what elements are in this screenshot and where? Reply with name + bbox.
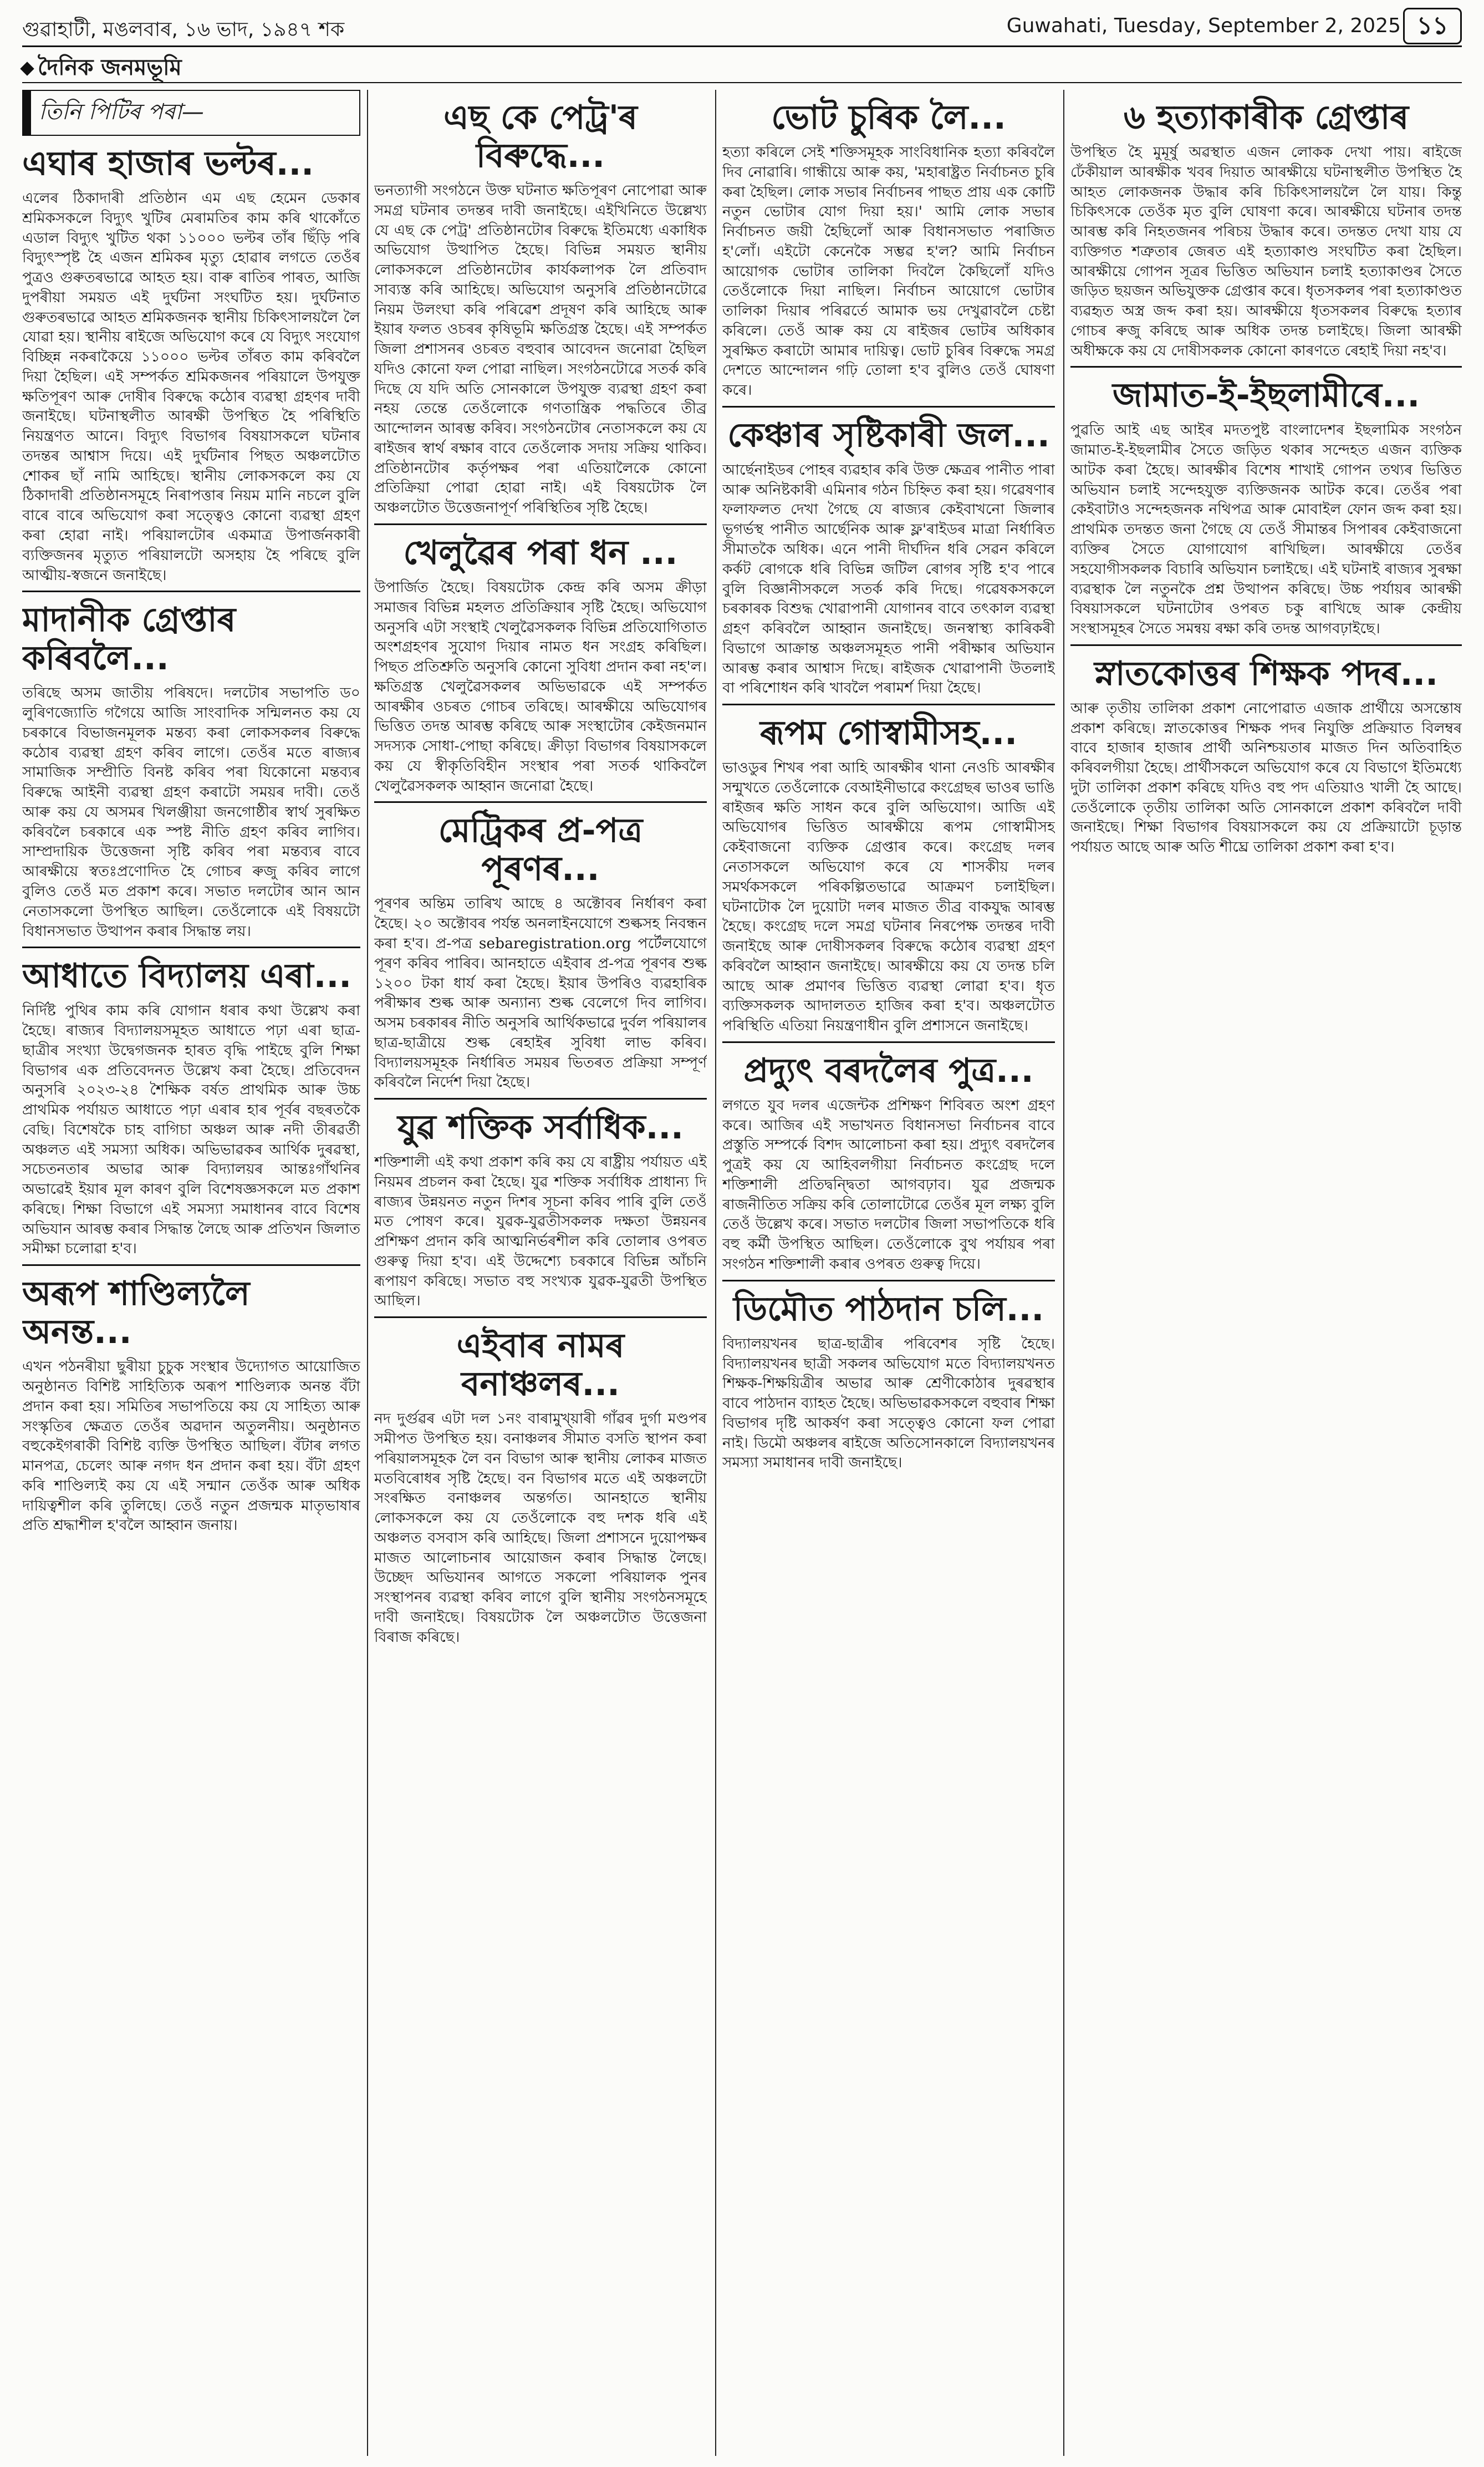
article-headline: মাদানীক গ্ৰেপ্তাৰ কৰিবলৈ... — [22, 601, 236, 678]
article — [1070, 655, 1462, 857]
page-number: ১১ — [1403, 8, 1462, 44]
column-separator — [367, 90, 368, 2456]
article-body: উপাৰ্জিত হৈছে। বিষয়টোক কেন্দ্ৰ কৰি অসম ক্ৰীড়া সমাজৰ বিভিন্ন মহলত প্ৰতিক্ৰিয়াৰ সৃষ্টি হৈছে। অভিযোগ অনুসৰি এটা সংস্থাই খেলুৱৈসকলক বিভিন্ন প্ৰতিযোগিতাত অংশগ্ৰহণৰ সুযোগ দিয়াৰ নামত ধন সংগ্ৰহ কৰিছিল। পিছত প্ৰতিশ্ৰুতি অনুসৰি কোনো সুবিধা প্ৰদান কৰা নহ'ল। ক্ষতিগ্ৰস্ত খেলুৱৈসকলৰ অভিভাৱকে এই সম্পৰ্কত আৰক্ষীৰ ওচৰত গোচৰ তৰিছে। আৰক্ষীয়ে অভিযোগৰ ভিত্তিত তদন্ত আৰম্ভ কৰিছে আৰু সংস্থাটোৰ কেইজনমান সদস্যক সোধা-পোছা কৰিছে। ক্ৰীড়া বিভাগৰ বিষয়াসকলে কয় যে স্বীকৃতিবিহীন সংস্থাৰ পৰা সতৰ্ক থাকিবলৈ খেলুৱৈসকলক আহ্বান জনোৱা হৈছে। — [374, 579, 707, 795]
article-headline: ভোট চুৰিক লৈ... — [771, 98, 1006, 137]
column-2 — [374, 90, 707, 2456]
article — [722, 714, 1055, 1036]
article-body: হত্যা কৰিলে সেই শক্তিসমূহক সাংবিধানিক হত্যা কৰিবলৈ দিব নোৱাৰি। গান্ধীয়ে আৰু কয়, 'মহাৰাষ্ট্ৰত নিৰ্বাচনত চুৰি কৰা হৈছিল। লোক সভাৰ নিৰ্বাচনৰ পাছত প্ৰায় এক কোটি নতুন ভোটাৰ যোগ দিয়া হয়।' আমি লোক সভাৰ নিৰ্বাচনত জয়ী হৈছিলোঁ আৰু বিধানসভাত পৰাজিত হ'লোঁ। এইটো কেনেকৈ সম্ভৱ হ'ল? আমি নিৰ্বাচন আয়োগক ভোটাৰ তালিকা দিবলৈ কৈছিলোঁ যদিও তেওঁলোকে দিয়া নাছিল। নিৰ্বাচন আয়োগে ভোটাৰ তালিকা দিয়াৰ পৰিৱৰ্তে আমাক ভয় দেখুৱাবলৈ চেষ্টা কৰিলে। তেওঁ আৰু কয় যে ৰাইজৰ ভোটৰ অধিকাৰ সুৰক্ষিত কৰাটো আমাৰ দায়িত্ব। ভোট চুৰিৰ বিৰুদ্ধে সমগ্ৰ দেশতে আন্দোলন গঢ়ি তোলা হ'ব বুলিও তেওঁ ঘোষণা কৰে। — [722, 144, 1055, 399]
article — [722, 99, 1055, 400]
page-header — [22, 8, 1462, 42]
article-body: নিৰ্দিষ্ট পুথিৰ কাম কৰি যোগান ধৰাৰ কথা উল্লেখ কৰা হৈছে। ৰাজ্যৰ বিদ্যালয়সমূহত আধাতে পঢ়া এৰা ছাত্ৰ-ছাত্ৰীৰ সংখ্যা উদ্বেগজনক হাৰত বৃদ্ধি পাইছে বুলি শিক্ষা বিভাগৰ এক প্ৰতিবেদনত উল্লেখ কৰা হৈছে। প্ৰতিবেদন অনুসৰি ২০২৩-২৪ শৈক্ষিক বৰ্ষত প্ৰাথমিক আৰু উচ্চ প্ৰাথমিক পৰ্যায়ত আধাতে পঢ়া এৰাৰ হাৰ পূৰ্বৰ বছৰতকৈ বেছি। বিশেষকৈ চাহ বাগিচা অঞ্চল আৰু নদী তীৰৱৰ্তী অঞ্চলত এই সমস্যা অধিক। অভিভাৱকৰ আৰ্থিক দুৰৱস্থা, সচেতনতাৰ অভাৱ আৰু বিদ্যালয়ৰ আন্তঃগাঁথনিৰ অভাৱেই ইয়াৰ মূল কাৰণ বুলি বিশেষজ্ঞসকলে মত প্ৰকাশ কৰিছে। শিক্ষা বিভাগে এই সমস্যা সমাধানৰ বাবে বিশেষ অভিযান আৰম্ভ কৰাৰ সিদ্ধান্ত লৈছে আৰু প্ৰতিখন জিলাত সমীক্ষা চলোৱা হ'ব। — [22, 1002, 360, 1258]
divider — [374, 801, 707, 803]
article-headline: অৰূপ শাণ্ডিল্যলৈ অনন্ত... — [22, 1274, 250, 1352]
article-body: এখন পঠনৰীয়া ছুৰীয়া চুচুক সংস্থাৰ উদ্যোগত আয়োজিত অনুষ্ঠানত বিশিষ্ট সাহিত্যিক অৰূপ শাণ্ডিল্যক অনন্ত বঁটা প্ৰদান কৰা হয়। সমিতিৰ সভাপতিয়ে কয় যে সাহিত্য আৰু সংস্কৃতিৰ ক্ষেত্ৰত তেওঁৰ অৱদান অতুলনীয়। অনুষ্ঠানত বহুকেইগৰাকী বিশিষ্ট ব্যক্তি উপস্থিত আছিল। বঁটাৰ লগত মানপত্ৰ, চেলেং আৰু নগদ ধন প্ৰদান কৰা হয়। বঁটা গ্ৰহণ কৰি শাণ্ডিল্যই কয় যে এই সন্মান তেওঁক আৰু অধিক দায়িত্বশীল কৰি তুলিছে। তেওঁ নতুন প্ৰজন্মক মাতৃভাষাৰ প্ৰতি শ্ৰদ্ধাশীল হ'বলৈ আহ্বান জনায়। — [22, 1358, 360, 1534]
divider — [22, 591, 360, 592]
divider — [374, 1098, 707, 1100]
article-headline: স্নাতকোত্তৰ শিক্ষক পদৰ... — [1094, 654, 1439, 693]
article — [722, 416, 1055, 698]
article — [22, 957, 360, 1259]
article-headline: প্ৰদ্যুৎ বৰদলৈৰ পুত্ৰ... — [743, 1051, 1034, 1090]
divider — [722, 406, 1055, 408]
divider — [1070, 366, 1462, 368]
article — [22, 601, 360, 941]
divider — [722, 704, 1055, 705]
article-body: লগতে যুব দলৰ এজেন্টক প্ৰশিক্ষণ শিবিৰত অংশ গ্ৰহণ কৰে। আজিৰ এই সভাখনত বিধানসভা নিৰ্বাচনৰ বাবে প্ৰস্তুতি সম্পৰ্কে বিশদ আলোচনা কৰা হয়। প্ৰদ্যুৎ বৰদলৈৰ পুত্ৰই কয় যে আহিবলগীয়া নিৰ্বাচনত কংগ্ৰেছ দলে শক্তিশালী প্ৰতিদ্বন্দ্বিতা আগবঢ়াব। যুৱ প্ৰজন্মক ৰাজনীতিত সক্ৰিয় কৰি তোলাটোৱে তেওঁৰ মূল লক্ষ্য বুলি তেওঁ উল্লেখ কৰে। সভাত দলটোৰ জিলা সভাপতিকে ধৰি বহু কৰ্মী উপস্থিত আছিল। তেওঁলোকে বুথ পৰ্যায়ৰ পৰা সংগঠন শক্তিশালী কৰাৰ ওপৰত গুৰুত্ব দিয়ে। — [722, 1096, 1055, 1273]
article-headline: যুৱ শক্তিক সৰ্বাধিক... — [397, 1108, 684, 1147]
column-1 — [22, 90, 360, 2456]
header-date-right: Guwahati, Tuesday, September 2, 2025 — [1006, 14, 1401, 37]
divider — [22, 947, 360, 948]
article-headline: এছ কে পেট্ৰ'ৰ বিৰুদ্ধে... — [443, 98, 638, 175]
article-body: আৰু তৃতীয় তালিকা প্ৰকাশ নোপোৱাত এজাক প্ৰাৰ্থীয়ে অসন্তোষ প্ৰকাশ কৰিছে। স্নাতকোত্তৰ শিক্ষক পদৰ নিযুক্তি প্ৰক্ৰিয়াত বিলম্বৰ বাবে হাজাৰ হাজাৰ প্ৰাৰ্থী অনিশ্চয়তাৰ মাজত দিন অতিবাহিত কৰিবলগীয়া হৈছে। প্ৰাৰ্থীসকলে অভিযোগ কৰে যে বিভাগে ইতিমধ্যে দুটা তালিকা প্ৰকাশ কৰিছে যদিও বহু পদ এতিয়াও খালী হৈ আছে। তেওঁলোকে তৃতীয় তালিকা অতি সোনকালে প্ৰকাশ কৰিবলৈ দাবী জনাইছে। শিক্ষা বিভাগৰ বিষয়াসকলে কয় যে প্ৰক্ৰিয়াটো চূড়ান্ত পৰ্যায়ত আছে আৰু অতি শীঘ্ৰে তালিকা প্ৰকাশ কৰা হ'ব। — [1070, 699, 1462, 856]
article-body: তৰিছে অসম জাতীয় পৰিষদে। দলটোৰ সভাপতি ড০ লুৰিণজ্যোতি গগৈয়ে আজি সাংবাদিক সন্মিলনত কয় যে চৰকাৰে বিভাজনমূলক মন্তব্য কৰা লোকসকলৰ বিৰুদ্ধে কঠোৰ ব্যৱস্থা গ্ৰহণ কৰিব লাগে। তেওঁৰ মতে ৰাজ্যৰ সামাজিক সম্প্ৰীতি বিনষ্ট কৰিব পৰা যিকোনো মন্তব্যৰ বিৰুদ্ধে আইনী ব্যৱস্থা গ্ৰহণ কৰাটো সময়ৰ দাবী। তেওঁ আৰু কয় যে অসমৰ খিলঞ্জীয়া জনগোষ্ঠীৰ স্বাৰ্থ সুৰক্ষিত কৰিবলৈ চৰকাৰে এক স্পষ্ট নীতি গ্ৰহণ কৰিব লাগিব। সাম্প্ৰদায়িক উত্তেজনা সৃষ্টি কৰিব পৰা মন্তব্যৰ বাবে আৰক্ষীয়ে স্বতঃপ্ৰণোদিত হৈ গোচৰ ৰুজু কৰিব লাগে বুলিও তেওঁ মত প্ৰকাশ কৰে। সভাত দলটোৰ আন আন নেতাসকলো উপস্থিত আছিল। তেওঁলোকে এই বিষয়টো বিধানসভাত উত্থাপন কৰাৰ সিদ্ধান্ত লয়। — [22, 684, 360, 940]
article — [722, 1290, 1055, 1473]
article — [1070, 377, 1462, 638]
diamond-icon — [20, 62, 34, 75]
article-headline: আধাতে বিদ্যালয় এৰা... — [22, 957, 352, 996]
article-headline: খেলুৱৈৰ পৰা ধন ... — [403, 533, 678, 573]
article — [22, 145, 360, 585]
column-4 — [1070, 90, 1462, 2456]
column-separator — [715, 90, 716, 2456]
article-headline: ৬ হত্যাকাৰীক গ্ৰেপ্তাৰ — [1123, 98, 1409, 137]
article-body: ভনত্যাগী সংগঠনে উক্ত ঘটনাত ক্ষতিপূৰণ নোপোৱা আৰু সমগ্ৰ ঘটনাৰ তদন্তৰ দাবী জনাইছে। এইখিনিতে উল্লেখ্য যে এছ কে পেট্ৰ' প্ৰতিষ্ঠানটোৰ বিৰুদ্ধে ইতিমধ্যে একাধিক অভিযোগ উত্থাপিত হৈছে। বিভিন্ন সময়ত স্থানীয় লোকসকলে প্ৰতিষ্ঠানটোৰ কাৰ্যকলাপক লৈ প্ৰতিবাদ সাব্যস্ত কৰি আহিছে। অভিযোগ অনুসৰি প্ৰতিষ্ঠানটোৱে নিয়ম উলংঘা কৰি পৰিৱেশ প্ৰদূষণ কৰি আহিছে আৰু ইয়াৰ ফলত ওচৰৰ কৃষিভূমি ক্ষতিগ্ৰস্ত হৈছে। এই সম্পৰ্কত জিলা প্ৰশাসনৰ ওচৰত বহুবাৰ আবেদন জনোৱা হৈছিল যদিও কোনো ফল পোৱা নাছিল। সংগঠনটোৱে সতৰ্ক কৰি দিছে যে যদি অতি সোনকালে উপযুক্ত ব্যৱস্থা গ্ৰহণ কৰা নহয় তেন্তে তেওঁলোকে গণতান্ত্ৰিক পদ্ধতিৰে তীব্ৰ আন্দোলন আৰম্ভ কৰিব। সংগঠনটোৰ নেতাসকলে কয় যে ৰাইজৰ স্বাৰ্থ ৰক্ষাৰ বাবে তেওঁলোক সদায় সক্ৰিয় থাকিব। প্ৰতিষ্ঠানটোৰ কৰ্তৃপক্ষৰ পৰা এতিয়ালৈকে কোনো প্ৰতিক্ৰিয়া পোৱা হোৱা নাই। এই বিষয়টোক লৈ অঞ্চলটোত উত্তেজনাপূৰ্ণ পৰিস্থিতিৰ সৃষ্টি হৈছে। — [374, 182, 707, 517]
article — [374, 1108, 707, 1311]
brand-rule — [22, 82, 1462, 83]
article-body: শক্তিশালী এই কথা প্ৰকাশ কৰি কয় যে ৰাষ্ট্ৰীয় পৰ্যায়ত এই নিয়মৰ প্ৰচলন কৰা হৈছে। যুৱ শক্তিক সৰ্বাধিক প্ৰাধান্য দি ৰাজ্যৰ উন্নয়নত নতুন দিশৰ সূচনা কৰিব পাৰি বুলি তেওঁ মত পোষণ কৰে। যুৱক-যুৱতীসকলক দক্ষতা উন্নয়নৰ প্ৰশিক্ষণ প্ৰদান কৰি আত্মনিৰ্ভৰশীল কৰি তোলাৰ ওপৰত গুৰুত্ব দিয়া হ'ব। এই উদ্দেশ্যে চৰকাৰে বিভিন্ন আঁচনি ৰূপায়ণ কৰিছে। সভাত বহু সংখ্যক যুৱক-যুৱতী উপস্থিত আছিল। — [374, 1153, 707, 1310]
header-rule — [22, 45, 1462, 47]
column-separator — [1063, 90, 1064, 2456]
divider — [374, 523, 707, 525]
article-body: এলেৰ ঠিকাদাৰী প্ৰতিষ্ঠান এম এছ হেমেন ডেকাৰ শ্ৰমিকসকলে বিদ্যুৎ খুটিৰ মেৰামতিৰ কাম কৰি থাকোঁতে এডাল বিদ্যুৎ খুটিত থকা ১১০০০ ভল্টৰ তাঁৰ ছিঁড়ি পৰি বিদ্যুৎস্পৃষ্ট হৈ এজন শ্ৰমিকৰ মৃত্যু হোৱাৰ লগতে তেওঁৰ পুত্ৰও গুৰুতৰভাৱে আহত হয়। বাৰু ৰাতিৰ পাৰত, আজি দুপৰীয়া সময়ত এই দুৰ্ঘটনা সংঘটিত হয়। দুৰ্ঘটনাত গুৰুতৰভাৱে আহত শ্ৰমিকজনক স্থানীয় চিকিৎসালয়লৈ লৈ যোৱা হয়। স্থানীয় ৰাইজে অভিযোগ কৰে যে বিদ্যুৎ সংযোগ বিচ্ছিন্ন নকৰাকৈয়ে ১১০০০ ভল্টৰ তাঁৰত কাম কৰিবলৈ দিয়া হৈছিল। এই সম্পৰ্কত শ্ৰমিকজনৰ পৰিয়ালে উপযুক্ত ক্ষতিপূৰণ আৰু দোষীৰ বিৰুদ্ধে কঠোৰ ব্যৱস্থা গ্ৰহণৰ দাবী জনাইছে। ঘটনাস্থলীত আৰক্ষী উপস্থিত হৈ পৰিস্থিতি নিয়ন্ত্ৰণত আনে। বিদ্যুৎ বিভাগৰ বিষয়াসকলে ঘটনাৰ তদন্তৰ আশ্বাস দিয়ে। এই দুৰ্ঘটনাৰ পিছত অঞ্চলটোত শোকৰ ছাঁ নামি আহিছে। স্থানীয় লোকসকলে কয় যে ঠিকাদাৰী প্ৰতিষ্ঠানসমূহে নিৰাপত্তাৰ নিয়ম মানি নচলে বুলি বাৰে বাৰে অভিযোগ কৰা সত্ত্বেও কোনো ব্যৱস্থা গ্ৰহণ কৰা হোৱা নাই। পৰিয়ালটোৰ একমাত্ৰ উপাৰ্জনকাৰী ব্যক্তিজনৰ মৃত্যুত পৰিয়ালটো অসহায় হৈ পৰিছে বুলি আত্মীয়-স্বজনে জনাইছে। — [22, 190, 360, 584]
article-body: পুৱতি আই এছ আইৰ মদতপুষ্ট বাংলাদেশৰ ইছলামিক সংগঠন জামাত-ই-ইছলামীৰ সৈতে জড়িত থকাৰ সন্দেহত এজন ব্যক্তিক আটক কৰা হৈছে। আৰক্ষীৰ বিশেষ শাখাই গোপন তথ্যৰ ভিত্তিত অভিযান চলাই সন্দেহযুক্ত ব্যক্তিজনক আটক কৰে। তেওঁৰ পৰা কেইবাটাও সন্দেহজনক নথিপত্ৰ আৰু মোবাইল ফোন জব্দ কৰা হয়। প্ৰাথমিক তদন্তত জনা গৈছে যে তেওঁ সীমান্তৰ সিপাৰৰ কেইবাজনো ব্যক্তিৰ সৈতে যোগাযোগ ৰাখিছিল। আৰক্ষীয়ে তেওঁৰ সহযোগীসকলক বিচাৰি অভিযান চলাইছে। এই ঘটনাই ৰাজ্যৰ সুৰক্ষা ব্যৱস্থাক লৈ নতুনকৈ প্ৰশ্ন উত্থাপন কৰিছে। উচ্চ পৰ্যায়ৰ আৰক্ষী বিষয়াসকলে ঘটনাটোৰ ওপৰত চকু ৰাখিছে আৰু কেন্দ্ৰীয় সংস্থাসমূহৰ সৈতে সমন্বয় ৰক্ষা কৰি তদন্ত আগবঢ়াইছে। — [1070, 421, 1462, 638]
article — [722, 1052, 1055, 1274]
article-headline: ডিমৌত পাঠদান চলি... — [733, 1289, 1044, 1329]
divider — [722, 1280, 1055, 1281]
divider — [1070, 644, 1462, 646]
article-headline: কেঞ্চাৰ সৃষ্টিকাৰী জল... — [727, 415, 1050, 455]
article-body: বিদ্যালয়খনৰ ছাত্ৰ-ছাত্ৰীৰ পৰিবেশৰ সৃষ্টি হৈছে। বিদ্যালয়খনৰ ছাত্ৰী সকলৰ অভিযোগ মতে বিদ্যালয়খনত শিক্ষক-শিক্ষয়িত্ৰীৰ অভাৱ আৰু শ্ৰেণীকোঠাৰ দুৰৱস্থাৰ বাবে পাঠদান ব্যাহত হৈছে। অভিভাৱকসকলে বহুবাৰ শিক্ষা বিভাগৰ দৃষ্টি আকৰ্ষণ কৰা সত্ত্বেও কোনো ফল পোৱা নাই। ডিমৌ অঞ্চলৰ ৰাইজে অতিসোনকালে বিদ্যালয়খনৰ সমস্যা সমাধানৰ দাবী জনাইছে। — [722, 1335, 1055, 1472]
column-3 — [722, 90, 1055, 2456]
section-kicker: তিনি পিটিৰ পৰা— — [22, 90, 360, 136]
article — [374, 99, 707, 518]
article — [1070, 99, 1462, 360]
article — [374, 534, 707, 796]
article-body: উপস্থিত হৈ মুমূৰ্ষু অৱস্থাত এজন লোকক দেখা পায়। ৰাইজে ঢেঁকীয়াল আৰক্ষীক খবৰ দিয়াত আৰক্ষীয়ে ঘটনাস্থলীত উপস্থিত হৈ আহত লোকজনক উদ্ধাৰ কৰি চিকিৎসালয়লৈ লৈ যায়। কিন্তু চিকিৎসকে তেওঁক মৃত বুলি ঘোষণা কৰে। আৰক্ষীয়ে ঘটনাৰ তদন্ত আৰম্ভ কৰি নিহতজনৰ পৰিচয় উদ্ধাৰ কৰে। তদন্তত দেখা যায় যে ব্যক্তিগত শত্ৰুতাৰ জেৰত এই হত্যাকাণ্ড সংঘটিত কৰা হৈছিল। আৰক্ষীয়ে গোপন সূত্ৰৰ ভিত্তিত অভিযান চলাই হত্যাকাণ্ডৰ সৈতে জড়িত ছয়জন অভিযুক্তক গ্ৰেপ্তাৰ কৰে। ধৃতসকলৰ পৰা হত্যাকাণ্ডত ব্যৱহৃত অস্ত্ৰ জব্দ কৰা হয়। আৰক্ষীয়ে ধৃতসকলৰ বিৰুদ্ধে হত্যাৰ গোচৰ ৰুজু কৰিছে আৰু অধিক তদন্ত চলাইছে। জিলা আৰক্ষী অধীক্ষকে কয় যে দোষীসকলক কোনো কাৰণতে ৰেহাই দিয়া নহ'ব। — [1070, 144, 1462, 359]
article-headline: এঘাৰ হাজাৰ ভল্টৰ... — [22, 144, 314, 183]
header-date-left: গুৱাহাটী, মঙলবাৰ, ১৬ ভাদ, ১৯৪৭ শক — [22, 18, 345, 41]
divider — [722, 1041, 1055, 1043]
article-body: নদ দুৰ্গুৱৰ এটা দল ১নং বাৰামুখ্য়াৰী গাঁৱৰ দুৰ্গা মণ্ডপৰ সমীপত উপস্থিত হয়। বনাঞ্চলৰ সীমাত বসতি স্থাপন কৰা পৰিয়ালসমূহক লৈ বন বিভাগ আৰু স্থানীয় লোকৰ মাজত মতবিৰোধৰ সৃষ্টি হৈছে। বন বিভাগৰ মতে এই অঞ্চলটো সংৰক্ষিত বনাঞ্চলৰ অন্তৰ্গত। আনহাতে স্থানীয় লোকসকলে কয় যে তেওঁলোকে বহু দশক ধৰি এই অঞ্চলত বসবাস কৰি আহিছে। জিলা প্ৰশাসনে দুয়োপক্ষৰ মাজত আলোচনাৰ আয়োজন কৰাৰ সিদ্ধান্ত লৈছে। উচ্ছেদ অভিযানৰ আগতে সকলো পৰিয়ালক পুনৰ সংস্থাপনৰ ব্যৱস্থা কৰিব লাগে বুলি স্থানীয় সংগঠনসমূহে দাবী জনাইছে। বিষয়টোক লৈ অঞ্চলটোত উত্তেজনা বিৰাজ কৰিছে। — [374, 1410, 707, 1646]
article — [374, 812, 707, 1092]
brand-line — [22, 50, 182, 87]
article-headline: এইবাৰ নামৰ বনাঞ্চলৰ... — [456, 1326, 625, 1404]
divider — [22, 1264, 360, 1266]
article-headline: জামাত-ই-ইছলামীৰে... — [1112, 376, 1420, 415]
article-body: ভাওডুৰ শিখৰ পৰা আহি আৰক্ষীৰ থানা নেওচি আৰক্ষীৰ সন্মুখতে তেওঁলোকে বেআইনীভাৱে কংগ্ৰেছৰ ভাওৰ ভাঙি ৰাইজৰ ক্ষতি সাধন কৰে বুলি অভিযোগ। আজি এই অভিযোগৰ ভিত্তিত আৰক্ষীয়ে ৰূপম গোস্বামীসহ কেইবাজনো ব্যক্তিক গ্ৰেপ্তাৰ কৰে। কংগ্ৰেছ দলৰ নেতাসকলে অভিযোগ কৰে যে শাসকীয় দলৰ সমৰ্থকসকলে পৰিকল্পিতভাৱে আক্ৰমণ চলাইছিল। ঘটনাটোক লৈ দুয়োটা দলৰ মাজত তীব্ৰ বাকযুদ্ধ আৰম্ভ হৈছে। কংগ্ৰেছ দলে সমগ্ৰ ঘটনাৰ নিৰপেক্ষ তদন্তৰ দাবী জনাইছে আৰু দোষীসকলৰ বিৰুদ্ধে কঠোৰ ব্যৱস্থা গ্ৰহণ কৰিবলৈ আহ্বান জনাইছে। আৰক্ষীয়ে কয় যে তদন্ত চলি আছে আৰু প্ৰমাণৰ ভিত্তিত ব্যৱস্থা লোৱা হ'ব। ধৃত ব্যক্তিসকলক আদালতত হাজিৰ কৰা হ'ব। অঞ্চলটোত পৰিস্থিতি এতিয়া নিয়ন্ত্ৰণাধীন বুলি প্ৰশাসনে জনাইছে। — [722, 759, 1055, 1035]
brand-name: দৈনিক জনমভূমি — [38, 55, 182, 80]
article-headline: ৰূপম গোস্বামীসহ... — [759, 714, 1017, 753]
divider — [374, 1316, 707, 1318]
article-body: আৰ্ছেনাইডৰ পোহৰ ব্যৱহাৰ কৰি উক্ত ক্ষেত্ৰৰ পানীত পাৰা আৰু অনিষ্টকাৰী এমিনাৰ গঠন চিহ্নিত কৰা হয়। গৱেষণাৰ ফলাফলত দেখা গৈছে যে ৰাজ্যৰ কেইবাখনো জিলাৰ ভূগৰ্ভস্থ পানীত আৰ্ছেনিক আৰু ফ্ল'ৰাইডৰ মাত্ৰা নিৰ্ধাৰিত সীমাতকৈ অধিক। এনে পানী দীৰ্ঘদিন ধৰি সেৱন কৰিলে কৰ্কট ৰোগকে ধৰি বিভিন্ন জটিল ৰোগৰ সৃষ্টি হ'ব পাৰে বুলি বিজ্ঞানীসকলে সতৰ্ক কৰি দিছে। গৱেষকসকলে চৰকাৰক বিশুদ্ধ খোৱাপানী যোগানৰ বাবে তৎকাল ব্যৱস্থা গ্ৰহণ কৰিবলৈ আহ্বান জনাইছে। জনস্বাস্থ্য কাৰিকৰী বিভাগে আক্ৰান্ত অঞ্চলসমূহত পানী পৰীক্ষাৰ অভিযান আৰম্ভ কৰাৰ আশ্বাস দিছে। ৰাইজক খোৱাপানী উতলাই বা পৰিশোধন কৰি খাবলৈ পৰামৰ্শ দিয়া হৈছে। — [722, 461, 1055, 697]
article — [22, 1275, 360, 1535]
article — [374, 1327, 707, 1647]
article-body: পূৰণৰ অন্তিম তাৰিখ আছে ৪ অক্টোবৰ নিৰ্ধাৰণ কৰা হৈছে। ২০ অক্টোবৰ পৰ্যন্ত অনলাইনযোগে শুল্কসহ নিবন্ধন কৰা হ'ব। প্ৰ-পত্ৰ sebaregistration.org পৰ্টেলযোগে পূৰণ কৰিব পাৰিব। আনহাতে এইবাৰ প্ৰ-পত্ৰ পূৰণৰ শুল্ক ১২০০ টকা ধাৰ্য কৰা হৈছে। ইয়াৰ উপৰিও ব্যৱহাৰিক পৰীক্ষাৰ শুল্ক আৰু অন্যান্য শুল্ক বেলেগে দিব লাগিব। অসম চৰকাৰৰ নীতি অনুসৰি আৰ্থিকভাৱে দুৰ্বল পৰিয়ালৰ ছাত্ৰ-ছাত্ৰীয়ে শুল্ক ৰেহাইৰ সুবিধা লাভ কৰিব। বিদ্যালয়সমূহক নিৰ্ধাৰিত সময়ৰ ভিতৰত প্ৰক্ৰিয়া সম্পূৰ্ণ কৰিবলৈ নিৰ্দেশ দিয়া হৈছে। — [374, 895, 707, 1091]
article-headline: মেট্ৰিকৰ প্ৰ-পত্ৰ পূৰণৰ... — [438, 811, 643, 889]
